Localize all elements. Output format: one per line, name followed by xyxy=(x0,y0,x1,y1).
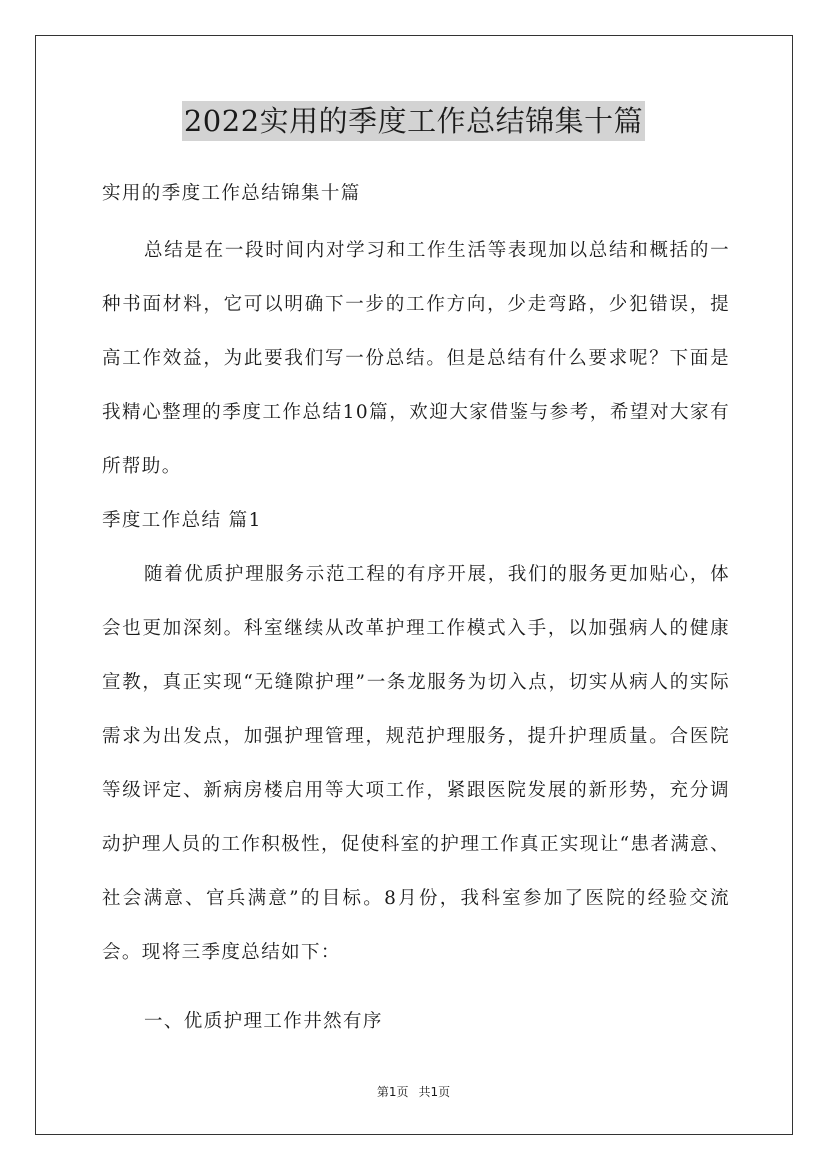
document-title: 2022实用的季度工作总结锦集十篇 xyxy=(182,101,645,141)
page-number-total: 共1页 xyxy=(418,1085,451,1099)
intro-paragraph: 总结是在一段时间内对学习和工作生活等表现加以总结和概括的一种书面材料，它可以明确下一步的工作方向，少走弯路，少犯错误，提高工作效益，为此要我们写一份总结。但是总结有什么要求呢？下面是我精心整理的季度工作总结10篇，欢迎大家借鉴与参考，希望对大家有所帮助。 xyxy=(102,240,730,477)
title-container xyxy=(0,101,827,141)
list-item-heading: 一、优质护理工作井然有序 xyxy=(144,1011,383,1032)
document-subtitle: 实用的季度工作总结锦集十篇 xyxy=(102,183,361,204)
page-footer xyxy=(0,1083,827,1100)
section-paragraph: 随着优质护理服务示范工程的有序开展，我们的服务更加贴心，体会也更加深刻。科室继续从改革护理工作模式入手，以加强病人的健康宣教，真正实现“无缝隙护理”一条龙服务为切入点，切实从病人的实际需求为出发点，加强护理管理，规范护理服务，提升护理质量。合医院等级评定、新病房楼启用等大项工作，紧跟医院发展的新形势，充分调动护理人员的工作积极性，促使科室的护理工作真正实现让“患者满意、社会满意、官兵满意”的目标。8月份，我科室参加了医院的经验交流会。现将三季度总结如下： xyxy=(102,564,730,963)
document-body xyxy=(102,170,730,1052)
section-heading: 季度工作总结 篇1 xyxy=(102,510,262,531)
page-number-current: 第1页 xyxy=(376,1085,409,1099)
